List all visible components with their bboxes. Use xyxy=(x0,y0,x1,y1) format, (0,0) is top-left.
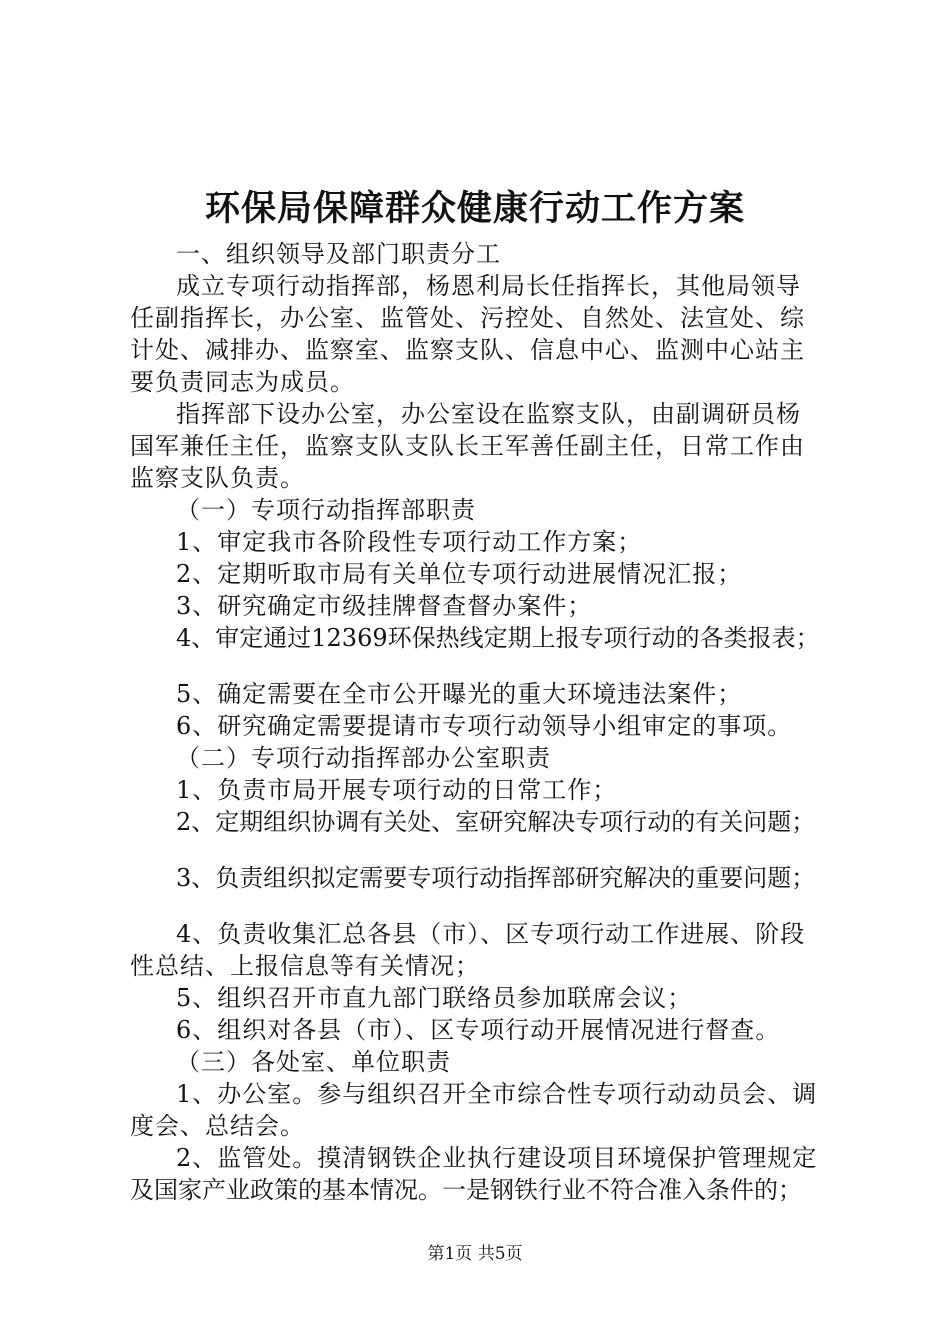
paragraph-line: 国军兼任主任，监察支队支队长王军善任副主任，日常工作由 xyxy=(130,432,805,460)
paragraph-line: 计处、减排办、监察室、监察支队、信息中心、监测中心站主 xyxy=(130,336,805,364)
list-item-continuation: 性总结、上报信息等有关情况； xyxy=(130,952,480,980)
list-item: 2、定期组织协调有关处、室研究解决专项行动的有关问题； xyxy=(176,808,816,836)
subsection-heading: （二）专项行动指挥部办公室职责 xyxy=(176,744,551,772)
list-item: 6、组织对各县（市）、区专项行动开展情况进行督查。 xyxy=(176,1016,781,1044)
list-item: 4、审定通过12369环保热线定期上报专项行动的各类报表； xyxy=(176,624,820,652)
list-item: 2、定期听取市局有关单位专项行动进展情况汇报； xyxy=(176,560,743,588)
list-item-continuation: 及国家产业政策的基本情况。一是钢铁行业不符合准入条件的； xyxy=(130,1176,802,1204)
paragraph-line: 成立专项行动指挥部，杨恩利局长任指挥长，其他局领导 xyxy=(176,272,801,300)
list-item: 3、负责组织拟定需要专项行动指挥部研究解决的重要问题； xyxy=(176,864,816,892)
list-item-continuation: 度会、总结会。 xyxy=(130,1112,305,1140)
section-heading: 一、组织领导及部门职责分工 xyxy=(176,240,501,268)
paragraph-line: 要负责同志为成员。 xyxy=(130,368,355,396)
list-item: 1、办公室。参与组织召开全市综合性专项行动动员会、调 xyxy=(176,1080,818,1108)
list-item: 5、组织召开市直九部门联络员参加联席会议； xyxy=(176,984,693,1012)
list-item: 5、确定需要在全市公开曝光的重大环境违法案件； xyxy=(176,680,743,708)
list-item: 6、研究确定需要提请市专项行动领导小组审定的事项。 xyxy=(176,712,793,740)
paragraph-line: 指挥部下设办公室，办公室设在监察支队，由副调研员杨 xyxy=(176,400,801,428)
list-item: 1、负责市局开展专项行动的日常工作； xyxy=(176,776,618,804)
list-item: 4、负责收集汇总各县（市）、区专项行动工作进展、阶段 xyxy=(176,920,806,948)
page-footer: 第1页 共5页 xyxy=(427,1244,523,1264)
list-item: 1、审定我市各阶段性专项行动工作方案； xyxy=(176,528,643,556)
document-title: 环保局保障群众健康行动工作方案 xyxy=(204,188,745,229)
subsection-heading: （一）专项行动指挥部职责 xyxy=(176,496,476,524)
paragraph-line: 任副指挥长，办公室、监管处、污控处、自然处、法宣处、综 xyxy=(130,304,805,332)
paragraph-line: 监察支队负责。 xyxy=(130,464,305,492)
list-item: 2、监管处。摸清钢铁企业执行建设项目环境保护管理规定 xyxy=(176,1144,818,1172)
subsection-heading: （三）各处室、单位职责 xyxy=(176,1048,451,1076)
list-item: 3、研究确定市级挂牌督查督办案件； xyxy=(176,592,593,620)
